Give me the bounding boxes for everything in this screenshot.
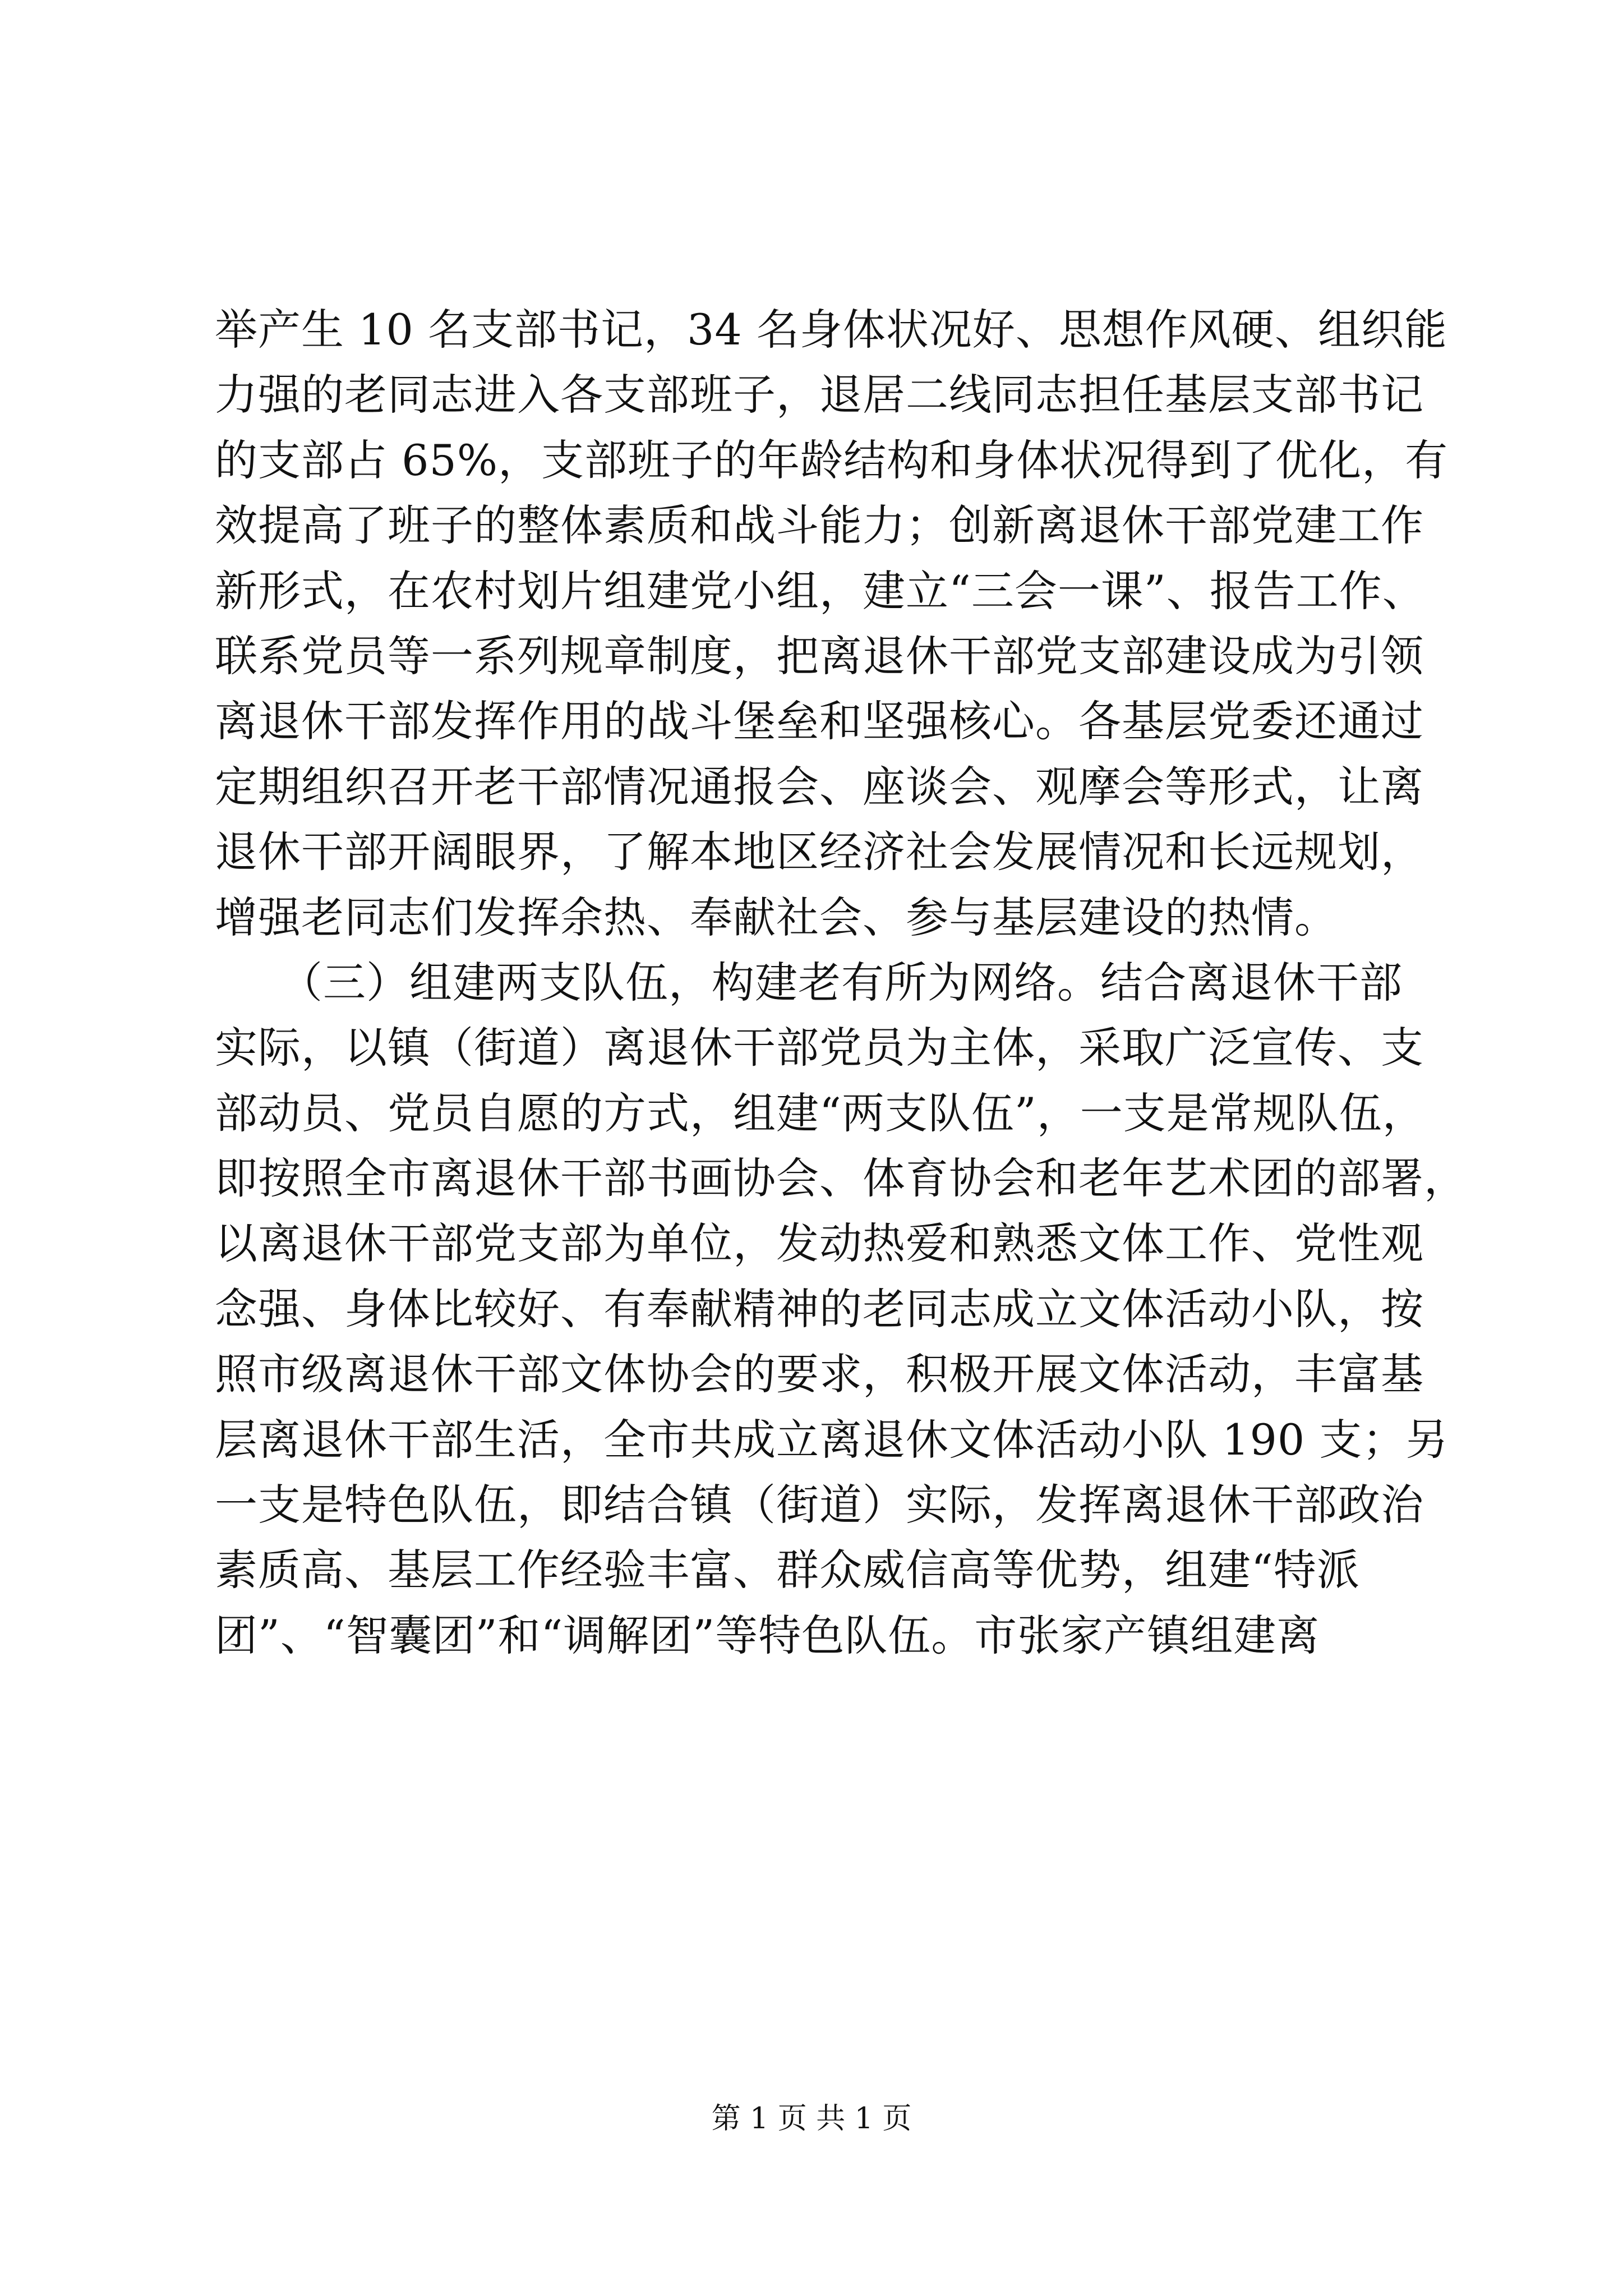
text-line: 部动员、党员自愿的方式，组建“两支队伍”，一支是常规队伍， [215, 1088, 1426, 1138]
text-line: 一支是特色队伍，即结合镇（街道）实际，发挥离退休干部政治 [215, 1480, 1424, 1530]
text-line: 的支部占 65%，支部班子的年龄结构和身体状况得到了优化，有 [215, 435, 1449, 485]
text-line: 增强老同志们发挥余热、奉献社会、参与基层建设的热情。 [215, 892, 1338, 942]
text-line: 新形式，在农村划片组建党小组，建立“三会一课”、报告工作、 [215, 565, 1426, 616]
text-line: 层离退休干部生活，全市共成立离退休文体活动小队 190 支；另 [215, 1414, 1449, 1465]
text-line: 实际，以镇（街道）离退休干部党员为主体，采取广泛宣传、支 [215, 1023, 1424, 1073]
text-line: 照市级离退休干部文体协会的要求，积极开展文体活动，丰富基 [215, 1349, 1424, 1400]
text-line: 定期组织召开老干部情况通报会、座谈会、观摩会等形式，让离 [215, 761, 1424, 812]
text-line: 即按照全市离退休干部书画协会、体育协会和老年艺术团的部署， [215, 1153, 1467, 1204]
text-line: 举产生 10 名支部书记，34 名身体状况好、思想作风硬、组织能 [215, 305, 1447, 355]
text-line: 念强、身体比较好、有奉献精神的老同志成立文体活动小队，按 [215, 1283, 1424, 1334]
text-line: 团”、“智囊团”和“调解团”等特色队伍。市张家产镇组建离 [215, 1610, 1320, 1660]
text-line: 素质高、基层工作经验丰富、群众威信高等优势，组建“特派 [215, 1545, 1360, 1595]
body-text [215, 297, 1467, 1668]
text-line: 退休干部开阔眼界，了解本地区经济社会发展情况和长远规划， [215, 827, 1424, 877]
text-line: 离退休干部发挥作用的战斗堡垒和坚强核心。各基层党委还通过 [215, 696, 1424, 747]
text-line: 以离退休干部党支部为单位，发动热爱和熟悉文体工作、党性观 [215, 1218, 1424, 1269]
paragraph-start-line: （三）组建两支队伍，构建老有所为网络。结合离退休干部 [215, 957, 1403, 1007]
text-line: 力强的老同志进入各支部班子，退居二线同志担任基层支部书记 [215, 370, 1424, 420]
page-number-footer: 第 1 页 共 1 页 [711, 2102, 912, 2136]
text-line: 联系党员等一系列规章制度，把离退休干部党支部建设成为引领 [215, 631, 1424, 681]
text-line: 效提高了班子的整体素质和战斗能力；创新离退休干部党建工作 [215, 500, 1424, 551]
